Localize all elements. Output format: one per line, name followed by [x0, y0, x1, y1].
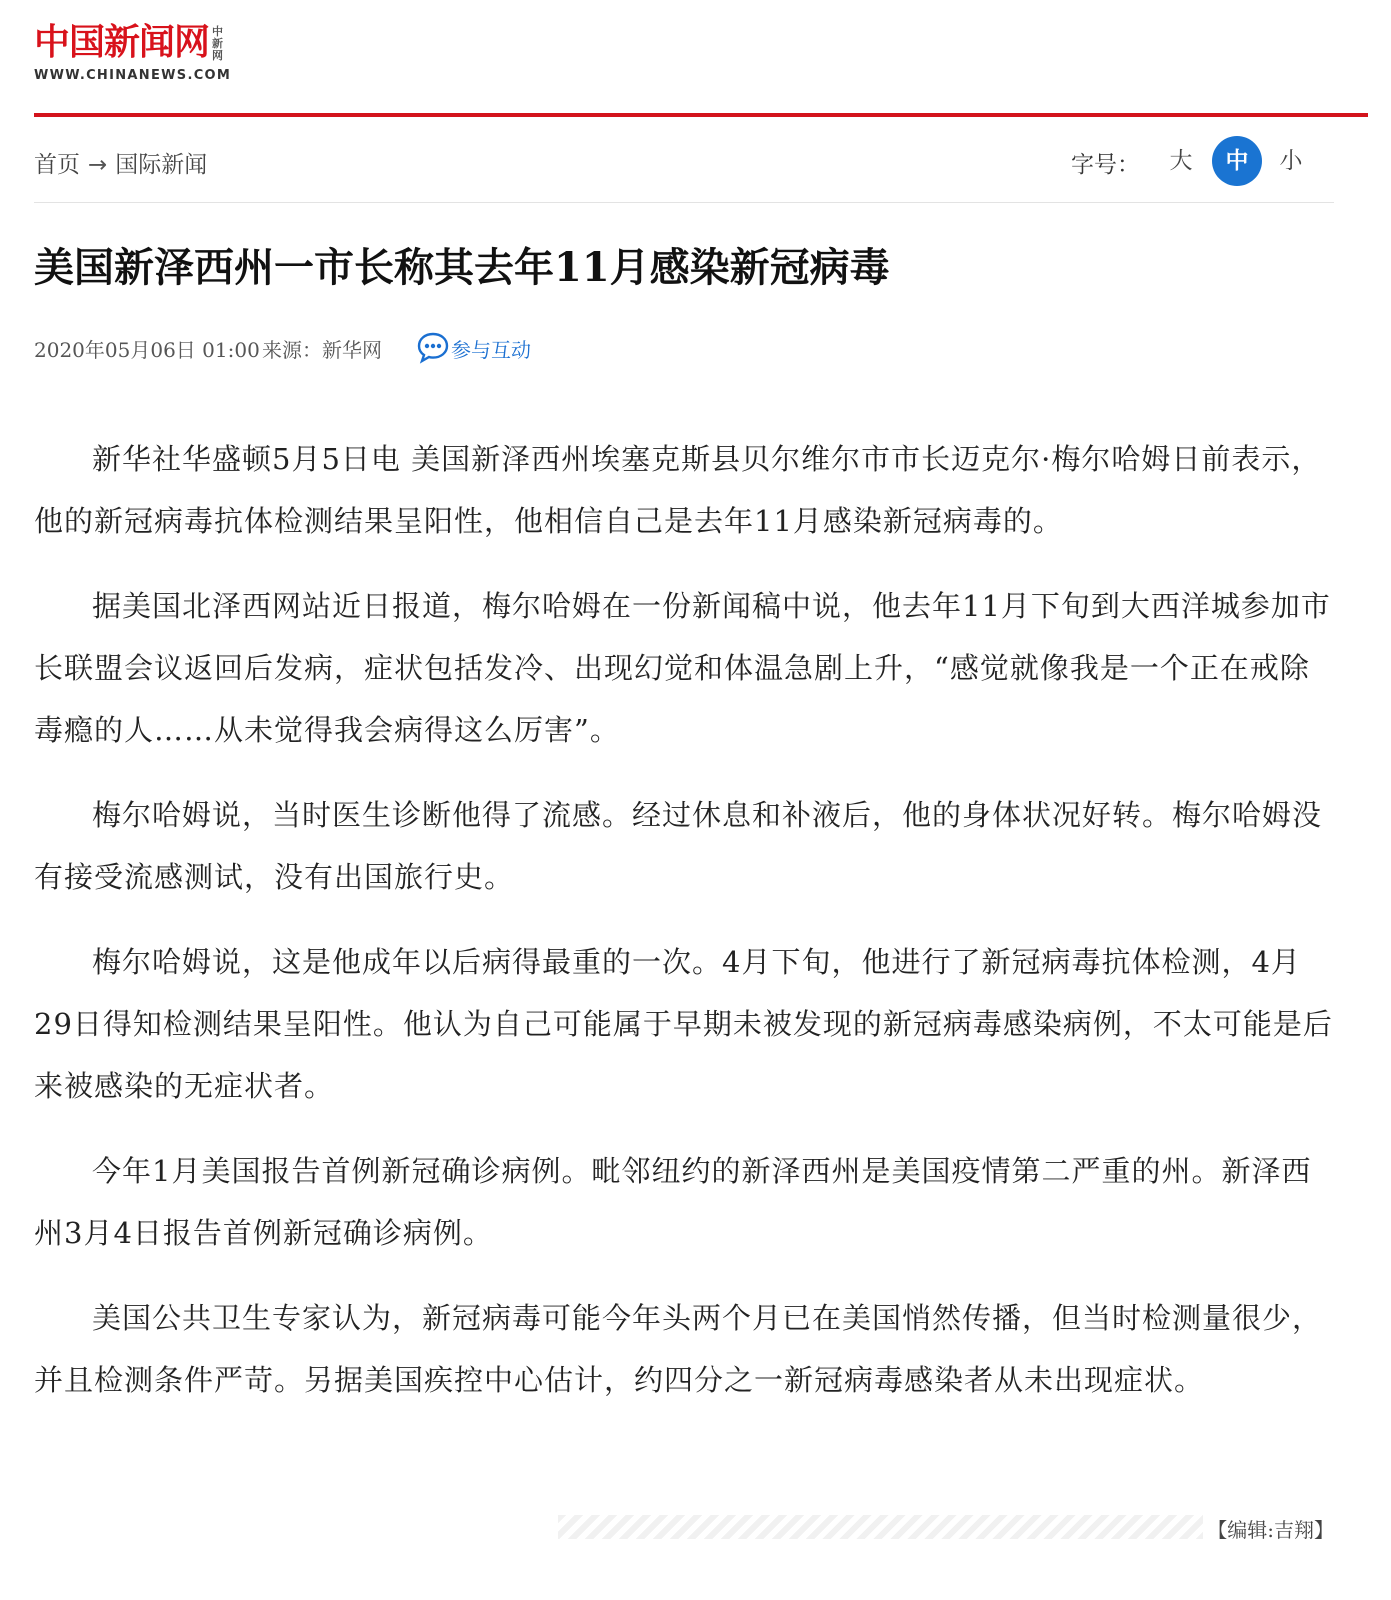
breadcrumb — [34, 146, 207, 179]
font-size-large-button[interactable]: 大 — [1169, 148, 1193, 174]
interact-label: 参与互动 — [451, 338, 531, 362]
logo-side-text: 中新网 — [212, 25, 223, 62]
font-size-small-button[interactable]: 小 — [1279, 148, 1303, 174]
article-paragraph: 梅尔哈姆说，当时医生诊断他得了流感。经过休息和补液后，他的身体状况好转。梅尔哈姆没有接受流感测试，没有出国旅行史。 — [34, 798, 1323, 894]
article-paragraph: 据美国北泽西网站近日报道，梅尔哈姆在一份新闻稿中说，他去年11月下旬到大西洋城参加市长联盟会议返回后发病，症状包括发冷、出现幻觉和体温急剧上升，“感觉就像我是一个正在戒除毒瘾的人……从未觉得我会病得这么厉害”。 — [34, 589, 1331, 747]
article-source: 来源：新华网 — [262, 338, 382, 362]
site-logo[interactable] — [34, 20, 254, 90]
logo-text: 中国新闻网 — [34, 21, 210, 63]
font-size-control — [1071, 138, 1334, 184]
logo-url: WWW.CHINANEWS.COM — [34, 68, 232, 83]
publish-date: 2020年05月06日 01:00 — [34, 338, 260, 362]
article-paragraph: 美国公共卫生专家认为，新冠病毒可能今年头两个月已在美国悄然传播，但当时检测量很少，并且检测条件严苛。另据美国疾控中心估计，约四分之一新冠病毒感染者从未出现症状。 — [34, 1301, 1323, 1397]
interact-link[interactable] — [416, 330, 586, 364]
article-paragraph: 梅尔哈姆说，这是他成年以后病得最重的一次。4月下旬，他进行了新冠病毒抗体检测，4月29日得知检测结果呈阳性。他认为自己可能属于早期未被发现的新冠病毒感染病例，不太可能是后来被感染的无症状者。 — [34, 945, 1333, 1103]
article-title: 美国新泽西州一市长称其去年11月感染新冠病毒 — [34, 244, 890, 291]
font-size-label: 字号： — [1071, 152, 1140, 178]
article-paragraph: 新华社华盛顿5月5日电 美国新泽西州埃塞克斯县贝尔维尔市市长迈克尔·梅尔哈姆日前表示，他的新冠病毒抗体检测结果呈阳性，他相信自己是去年11月感染新冠病毒的。 — [34, 442, 1322, 538]
page — [34, 0, 1334, 1600]
breadcrumb-home-link[interactable]: 首页 — [34, 152, 80, 178]
breadcrumb-divider — [34, 202, 1334, 203]
editor-decoration — [558, 1515, 1203, 1539]
article-paragraph: 今年1月美国报告首例新冠确诊病例。毗邻纽约的新泽西州是美国疫情第二严重的州。新泽西州3月4日报告首例新冠确诊病例。 — [34, 1154, 1312, 1250]
comment-bubble-icon — [416, 330, 450, 364]
header-divider — [34, 113, 1368, 117]
breadcrumb-arrow-icon: → — [88, 152, 108, 178]
editor-credit: 【编辑:吉翔】 — [1207, 1518, 1334, 1542]
breadcrumb-section-link[interactable]: 国际新闻 — [115, 152, 208, 178]
font-size-medium-button[interactable]: 中 — [1212, 136, 1262, 186]
breadcrumb-bar — [34, 138, 1334, 184]
article-meta — [34, 330, 634, 364]
article-body — [34, 428, 1334, 1434]
